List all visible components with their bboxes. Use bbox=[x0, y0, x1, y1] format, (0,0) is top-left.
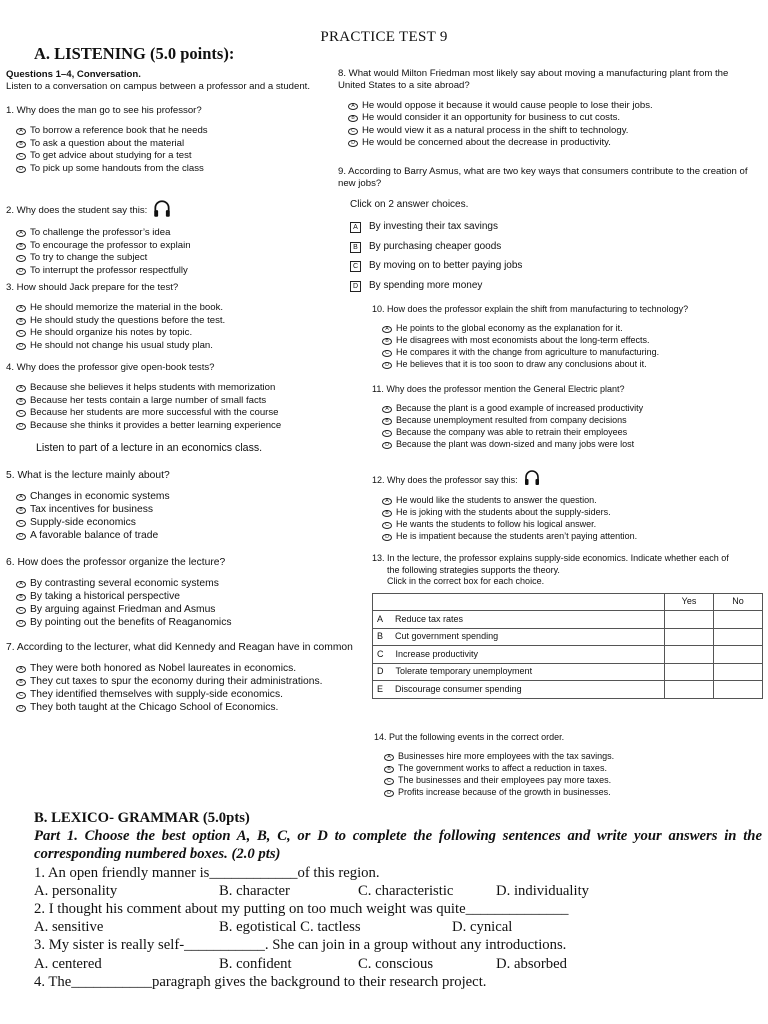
answer-option[interactable] bbox=[16, 616, 371, 629]
answer-text: By moving on to better paying jobs bbox=[369, 260, 523, 272]
answer-text: He should memorize the material in the book. bbox=[30, 302, 224, 314]
answer-text: They were both honored as Nobel laureates in economics. bbox=[30, 663, 297, 674]
strategy-cell bbox=[373, 611, 665, 629]
answer-option[interactable] bbox=[16, 163, 371, 175]
answer-text: By investing their tax savings bbox=[369, 221, 498, 233]
radio-bubble-icon[interactable]: D bbox=[16, 620, 26, 627]
answer-option[interactable] bbox=[16, 395, 371, 407]
question-text: 8. What would Milton Friedman most likely say about moving a manufacturing plant from the United States to a site abroad? bbox=[338, 68, 729, 92]
question-label: 3. How should Jack prepare for the test? bbox=[6, 282, 179, 293]
radio-bubble-icon[interactable]: A bbox=[16, 128, 26, 135]
option-letter-box[interactable]: C bbox=[350, 261, 361, 272]
radio-bubble-icon[interactable]: D bbox=[382, 362, 392, 369]
question-text bbox=[6, 362, 371, 374]
row-letter: B bbox=[377, 631, 384, 641]
radio-bubble-icon[interactable]: B bbox=[16, 318, 26, 325]
left-column bbox=[6, 69, 336, 94]
answer-text: Because her students are more successful with the course bbox=[30, 407, 279, 419]
answer-choice[interactable]: A. centered bbox=[34, 955, 102, 972]
sentence: 4. The___________paragraph gives the background to their research project. bbox=[34, 973, 487, 990]
answer-choice[interactable]: A. sensitive bbox=[34, 919, 104, 936]
option-letter-box[interactable]: B bbox=[350, 242, 361, 253]
answer-text: He would be concerned about the decrease in productivity. bbox=[362, 137, 611, 149]
lecture-intro: Listen to part of a lecture in an economics class. bbox=[36, 442, 263, 454]
radio-bubble-icon[interactable]: C bbox=[348, 128, 358, 135]
strategy-text: Tolerate temporary unemployment bbox=[395, 666, 533, 676]
answer-option[interactable] bbox=[382, 438, 762, 450]
table-row bbox=[373, 628, 763, 646]
col-yes: Yes bbox=[665, 593, 714, 611]
answer-option[interactable] bbox=[16, 420, 371, 432]
radio-bubble-icon[interactable]: B bbox=[16, 243, 26, 250]
question-2 bbox=[6, 199, 371, 277]
answer-option[interactable] bbox=[382, 494, 762, 506]
answer-option[interactable] bbox=[382, 334, 762, 346]
headphones-icon[interactable] bbox=[152, 199, 172, 223]
radio-bubble-icon[interactable]: A bbox=[348, 103, 358, 110]
answer-text: To get advice about studying for a test bbox=[30, 150, 192, 162]
answer-text: Because her tests contain a large number of small facts bbox=[30, 394, 267, 406]
question-text bbox=[6, 282, 371, 294]
answer-option[interactable] bbox=[384, 774, 764, 786]
radio-bubble-icon[interactable]: C bbox=[16, 255, 26, 262]
radio-bubble-icon[interactable]: B bbox=[16, 679, 26, 686]
answer-choice[interactable]: D. absorbed bbox=[496, 955, 567, 972]
answer-option[interactable] bbox=[16, 340, 371, 352]
radio-bubble-icon[interactable]: A bbox=[16, 230, 26, 237]
answer-text: By pointing out the benefits of Reaganomics bbox=[30, 617, 232, 628]
radio-bubble-icon[interactable]: B bbox=[382, 338, 392, 345]
no-cell[interactable] bbox=[714, 646, 763, 664]
radio-bubble-icon[interactable]: B bbox=[16, 398, 26, 405]
question-text: 12. Why does the professor say this: bbox=[372, 474, 518, 485]
question-label: 6. How does the professor organize the lecture? bbox=[6, 557, 226, 568]
answer-text: He points to the global economy as the explanation for it. bbox=[396, 323, 623, 333]
answer-text: He should study the questions before the test. bbox=[30, 314, 226, 326]
answer-option[interactable] bbox=[348, 112, 758, 124]
answer-text: He believes that it is too soon to draw any conclusions about it. bbox=[396, 359, 647, 369]
table-row bbox=[373, 646, 763, 664]
question-8 bbox=[338, 68, 758, 149]
strategy-cell bbox=[373, 681, 665, 699]
answer-option[interactable] bbox=[16, 516, 371, 529]
answer-option[interactable] bbox=[348, 100, 758, 112]
answer-choice[interactable]: B. egotistical C. tactless bbox=[219, 919, 361, 936]
answer-text: He should organize his notes by topic. bbox=[30, 327, 193, 339]
question-text bbox=[6, 105, 371, 117]
table-row bbox=[373, 611, 763, 629]
yes-cell[interactable] bbox=[665, 663, 714, 681]
question-text bbox=[6, 469, 371, 482]
answer-option[interactable] bbox=[16, 125, 371, 137]
radio-bubble-icon[interactable]: D bbox=[16, 423, 26, 430]
radio-bubble-icon[interactable]: A bbox=[16, 385, 26, 392]
question-12 bbox=[372, 469, 762, 542]
radio-bubble-icon[interactable]: D bbox=[382, 534, 392, 541]
headphones-icon[interactable] bbox=[523, 469, 541, 490]
answer-option[interactable] bbox=[382, 426, 762, 438]
answer-option[interactable] bbox=[382, 358, 762, 370]
answer-text: By arguing against Friedman and Asmus bbox=[30, 604, 216, 615]
question-label: 4. Why does the professor give open-book tests? bbox=[6, 362, 215, 373]
radio-bubble-icon[interactable]: C bbox=[382, 522, 392, 529]
answer-text: To pick up some handouts from the class bbox=[30, 162, 204, 174]
question-text: 10. How does the professor explain the shift from manufacturing to technology? bbox=[372, 304, 689, 314]
answer-text: To challenge the professor’s idea bbox=[30, 227, 171, 239]
answer-text: To encourage the professor to explain bbox=[30, 239, 191, 251]
answer-option[interactable] bbox=[16, 382, 371, 394]
radio-bubble-icon[interactable]: D bbox=[382, 442, 392, 449]
conversation-intro: Listen to a conversation on campus between a professor and a student. bbox=[6, 81, 310, 93]
choices-row bbox=[34, 882, 762, 900]
answer-option[interactable] bbox=[16, 490, 371, 503]
answer-text: Supply-side economics bbox=[30, 517, 136, 528]
answer-text: He is joking with the students about the supply-siders. bbox=[396, 507, 611, 517]
answer-text: Because the plant is a good example of increased productivity bbox=[396, 403, 644, 413]
answer-choice[interactable]: C. conscious bbox=[358, 955, 434, 972]
answer-text: He compares it with the change from agriculture to manufacturing. bbox=[396, 347, 660, 357]
question-7 bbox=[6, 641, 371, 714]
answer-text: He wants the students to follow his logical answer. bbox=[396, 519, 597, 529]
conversation-title: Questions 1–4, Conversation. bbox=[6, 69, 141, 80]
answer-text: To ask a question about the material bbox=[30, 137, 185, 149]
answer-choice[interactable]: A. personality bbox=[34, 882, 118, 899]
question-14 bbox=[374, 731, 764, 798]
question-label: 7. According to the lecturer, what did Kennedy and Reagan have in common bbox=[6, 642, 353, 653]
radio-bubble-icon[interactable]: C bbox=[382, 350, 392, 357]
strategy-text: Discourage consumer spending bbox=[395, 683, 522, 694]
question-3 bbox=[6, 282, 371, 352]
question-6 bbox=[6, 556, 371, 629]
checkbox-option[interactable] bbox=[350, 237, 758, 257]
radio-bubble-icon[interactable]: D bbox=[16, 343, 26, 350]
strategy-table bbox=[372, 593, 763, 699]
answer-option[interactable] bbox=[16, 407, 371, 419]
answer-text: Because she thinks it provides a better learning experience bbox=[30, 419, 282, 431]
instruction-text: Click in the correct box for each choice. bbox=[387, 576, 545, 586]
answer-text: He disagrees with most economists about the long-term effects. bbox=[396, 335, 650, 345]
sentence: 3. My sister is really self-___________. She can join in a group without any introductions. bbox=[34, 937, 567, 954]
answer-option[interactable] bbox=[16, 252, 371, 264]
answer-text: By taking a historical perspective bbox=[30, 591, 180, 602]
no-cell[interactable] bbox=[714, 663, 763, 681]
answer-text: Because she believes it helps students with memorization bbox=[30, 382, 276, 394]
answer-text: By spending more money bbox=[369, 279, 483, 291]
question-text bbox=[6, 556, 371, 569]
answer-text: The government works to affect a reduction in taxes. bbox=[398, 763, 607, 773]
question-13 bbox=[372, 553, 764, 699]
radio-bubble-icon[interactable]: D bbox=[348, 140, 358, 147]
sentence: 1. An open friendly manner is____________of this region. bbox=[34, 864, 380, 881]
no-cell[interactable] bbox=[714, 681, 763, 699]
radio-bubble-icon[interactable]: A bbox=[16, 666, 26, 673]
answer-option[interactable] bbox=[382, 506, 762, 518]
radio-bubble-icon[interactable]: C bbox=[382, 430, 392, 437]
radio-bubble-icon[interactable]: A bbox=[16, 581, 26, 588]
radio-bubble-icon[interactable]: C bbox=[16, 692, 26, 699]
choices-row bbox=[34, 955, 762, 973]
answer-text: They both taught at the Chicago School of Economics. bbox=[30, 702, 279, 713]
answer-option[interactable] bbox=[384, 762, 764, 774]
answer-option[interactable] bbox=[384, 750, 764, 762]
strategy-cell bbox=[373, 628, 665, 646]
answer-text: Profits increase because of the growth in businesses. bbox=[398, 787, 611, 797]
radio-bubble-icon[interactable]: D bbox=[384, 790, 394, 797]
answer-option[interactable] bbox=[382, 402, 762, 414]
answer-option[interactable] bbox=[16, 503, 371, 516]
question-label: 2. Why does the student say this: bbox=[6, 205, 148, 216]
radio-bubble-icon[interactable]: D bbox=[16, 533, 26, 540]
question-5 bbox=[6, 469, 371, 542]
answer-text: He would view it as a natural process in the shift to technology. bbox=[362, 124, 629, 136]
answer-option[interactable] bbox=[16, 227, 371, 239]
radio-bubble-icon[interactable]: A bbox=[384, 754, 394, 761]
answer-option[interactable] bbox=[16, 240, 371, 252]
answer-text: To interrupt the professor respectfully bbox=[30, 264, 188, 276]
answer-option[interactable] bbox=[16, 138, 371, 150]
answer-option[interactable] bbox=[382, 518, 762, 530]
answer-option[interactable] bbox=[16, 315, 371, 327]
part1-instruction: Part 1. Choose the best option A, B, C, or D to complete the following sentences and write your answers in the corresponding numbered boxes. (2.0 pts) bbox=[34, 828, 762, 863]
answer-option[interactable] bbox=[16, 590, 371, 603]
radio-bubble-icon[interactable]: A bbox=[382, 326, 392, 333]
answer-option[interactable] bbox=[16, 688, 371, 701]
answer-option[interactable] bbox=[382, 346, 762, 358]
answer-text: To try to change the subject bbox=[30, 252, 148, 264]
answer-text: Tax incentives for business bbox=[30, 504, 154, 515]
strategy-text: Increase productivity bbox=[395, 648, 479, 659]
radio-bubble-icon[interactable]: D bbox=[16, 268, 26, 275]
radio-bubble-icon[interactable]: C bbox=[16, 520, 26, 527]
answer-option[interactable] bbox=[16, 662, 371, 675]
question-text-2: the following strategies supports the theory. bbox=[387, 564, 560, 575]
answer-choice[interactable]: D. individuality bbox=[496, 882, 590, 899]
radio-bubble-icon[interactable]: A bbox=[382, 406, 392, 413]
answer-text: Because the company was able to retrain their employees bbox=[396, 427, 628, 437]
radio-bubble-icon[interactable]: B bbox=[382, 510, 392, 517]
strategy-cell bbox=[373, 646, 665, 664]
question-11 bbox=[372, 383, 762, 450]
answer-text: He would like the students to answer the question. bbox=[396, 495, 597, 505]
answer-text: He is impatient because the students aren’t paying attention. bbox=[396, 531, 638, 541]
answer-option[interactable] bbox=[348, 125, 758, 137]
yes-cell[interactable] bbox=[665, 681, 714, 699]
answer-text: By purchasing cheaper goods bbox=[369, 240, 502, 252]
radio-bubble-icon[interactable]: A bbox=[382, 498, 392, 505]
table-header-row bbox=[373, 593, 763, 611]
radio-bubble-icon[interactable]: D bbox=[16, 705, 26, 712]
radio-bubble-icon[interactable]: B bbox=[16, 594, 26, 601]
radio-bubble-icon[interactable]: C bbox=[16, 330, 26, 337]
question-9 bbox=[338, 166, 758, 295]
radio-bubble-icon[interactable]: B bbox=[16, 141, 26, 148]
answer-choice[interactable]: D. cynical bbox=[452, 919, 513, 936]
answer-option[interactable] bbox=[16, 150, 371, 162]
answer-option[interactable] bbox=[382, 414, 762, 426]
answer-text: By contrasting several economic systems bbox=[30, 578, 219, 589]
answer-text: He would oppose it because it would cause people to lose their jobs. bbox=[362, 99, 653, 111]
option-letter-box[interactable]: A bbox=[350, 222, 361, 233]
answer-option[interactable] bbox=[348, 137, 758, 149]
answer-text: He should not change his usual study plan. bbox=[30, 339, 213, 351]
radio-bubble-icon[interactable]: B bbox=[348, 115, 358, 122]
no-cell[interactable] bbox=[714, 611, 763, 629]
question-1 bbox=[6, 105, 371, 175]
answer-option[interactable] bbox=[16, 701, 371, 714]
radio-bubble-icon[interactable]: A bbox=[16, 305, 26, 312]
yes-cell[interactable] bbox=[665, 646, 714, 664]
radio-bubble-icon[interactable]: B bbox=[382, 418, 392, 425]
radio-bubble-icon[interactable]: C bbox=[16, 410, 26, 417]
radio-bubble-icon[interactable]: B bbox=[384, 766, 394, 773]
question-text: 9. According to Barry Asmus, what are two key ways that consumers contribute to the creation of new jobs? bbox=[338, 166, 748, 190]
radio-bubble-icon[interactable]: B bbox=[16, 507, 26, 514]
radio-bubble-icon[interactable]: C bbox=[16, 607, 26, 614]
answer-choice[interactable]: B. confident bbox=[219, 955, 292, 972]
answer-option[interactable] bbox=[16, 529, 371, 542]
question-4 bbox=[6, 362, 371, 432]
answer-text: They identified themselves with supply-side economics. bbox=[30, 689, 283, 700]
answer-text: They cut taxes to spur the economy during their administrations. bbox=[30, 676, 323, 687]
answer-text: A favorable balance of trade bbox=[30, 530, 159, 541]
question-label: 1. Why does the man go to see his professor? bbox=[6, 105, 202, 116]
answer-option[interactable] bbox=[382, 322, 762, 334]
answer-text: Because the plant was down-sized and many jobs were lost bbox=[396, 439, 635, 449]
answer-text: The businesses and their employees pay more taxes. bbox=[398, 775, 612, 785]
question-text bbox=[6, 199, 371, 223]
answer-text: Businesses hire more employees with the tax savings. bbox=[398, 751, 615, 761]
section-heading: B. LEXICO- GRAMMAR (5.0pts) bbox=[34, 810, 250, 826]
answer-option[interactable] bbox=[16, 603, 371, 616]
answer-option[interactable] bbox=[16, 327, 371, 339]
table-row bbox=[373, 663, 763, 681]
answer-text: Because unemployment resulted from company decisions bbox=[396, 415, 627, 425]
answer-text: He would consider it an opportunity for business to cut costs. bbox=[362, 112, 621, 124]
listening-heading: A. LISTENING (5.0 points): bbox=[34, 44, 235, 63]
answer-option[interactable] bbox=[16, 265, 371, 277]
option-letter-box[interactable]: D bbox=[350, 281, 361, 292]
radio-bubble-icon[interactable]: A bbox=[16, 494, 26, 501]
yes-cell[interactable] bbox=[665, 611, 714, 629]
row-letter: D bbox=[377, 666, 384, 676]
checkbox-option[interactable] bbox=[350, 276, 758, 296]
choices-row bbox=[34, 918, 762, 936]
col-no: No bbox=[714, 593, 763, 611]
strategy-text: Reduce tax rates bbox=[395, 613, 464, 624]
radio-bubble-icon[interactable]: D bbox=[16, 166, 26, 173]
question-text: 11. Why does the professor mention the General Electric plant? bbox=[372, 384, 625, 394]
checkbox-option[interactable] bbox=[350, 256, 758, 276]
answer-option[interactable] bbox=[382, 530, 762, 542]
answer-choice[interactable]: C. characteristic bbox=[358, 882, 454, 899]
radio-bubble-icon[interactable]: C bbox=[16, 153, 26, 160]
radio-bubble-icon[interactable]: C bbox=[384, 778, 394, 785]
answer-option[interactable] bbox=[16, 302, 371, 314]
question-text: 13. In the lecture, the professor explains supply-side economics. Indicate whether each of bbox=[372, 553, 729, 563]
instruction-text: Click on 2 answer choices. bbox=[350, 198, 469, 210]
question-text bbox=[6, 641, 371, 654]
row-letter: A bbox=[377, 613, 384, 624]
row-letter: E bbox=[377, 683, 384, 694]
question-10 bbox=[372, 303, 762, 370]
lexico-grammar-section bbox=[34, 809, 762, 991]
sentence: 2. I thought his comment about my putting on too much weight was quite______________ bbox=[34, 900, 569, 917]
checkbox-option[interactable] bbox=[350, 217, 758, 237]
no-cell[interactable] bbox=[714, 628, 763, 646]
answer-text: To borrow a reference book that he needs bbox=[30, 125, 208, 137]
question-text: 14. Put the following events in the correct order. bbox=[374, 732, 565, 742]
strategy-text: Cut government spending bbox=[395, 631, 499, 641]
answer-option[interactable] bbox=[16, 577, 371, 590]
page-title: PRACTICE TEST 9 bbox=[320, 29, 448, 45]
row-letter: C bbox=[377, 648, 384, 659]
question-label: 5. What is the lecture mainly about? bbox=[6, 470, 170, 481]
table-row bbox=[373, 681, 763, 699]
answer-text: Changes in economic systems bbox=[30, 491, 170, 502]
strategy-cell bbox=[373, 663, 665, 681]
answer-option[interactable] bbox=[384, 786, 764, 798]
answer-option[interactable] bbox=[16, 675, 371, 688]
yes-cell[interactable] bbox=[665, 628, 714, 646]
answer-choice[interactable]: B. character bbox=[219, 882, 290, 899]
